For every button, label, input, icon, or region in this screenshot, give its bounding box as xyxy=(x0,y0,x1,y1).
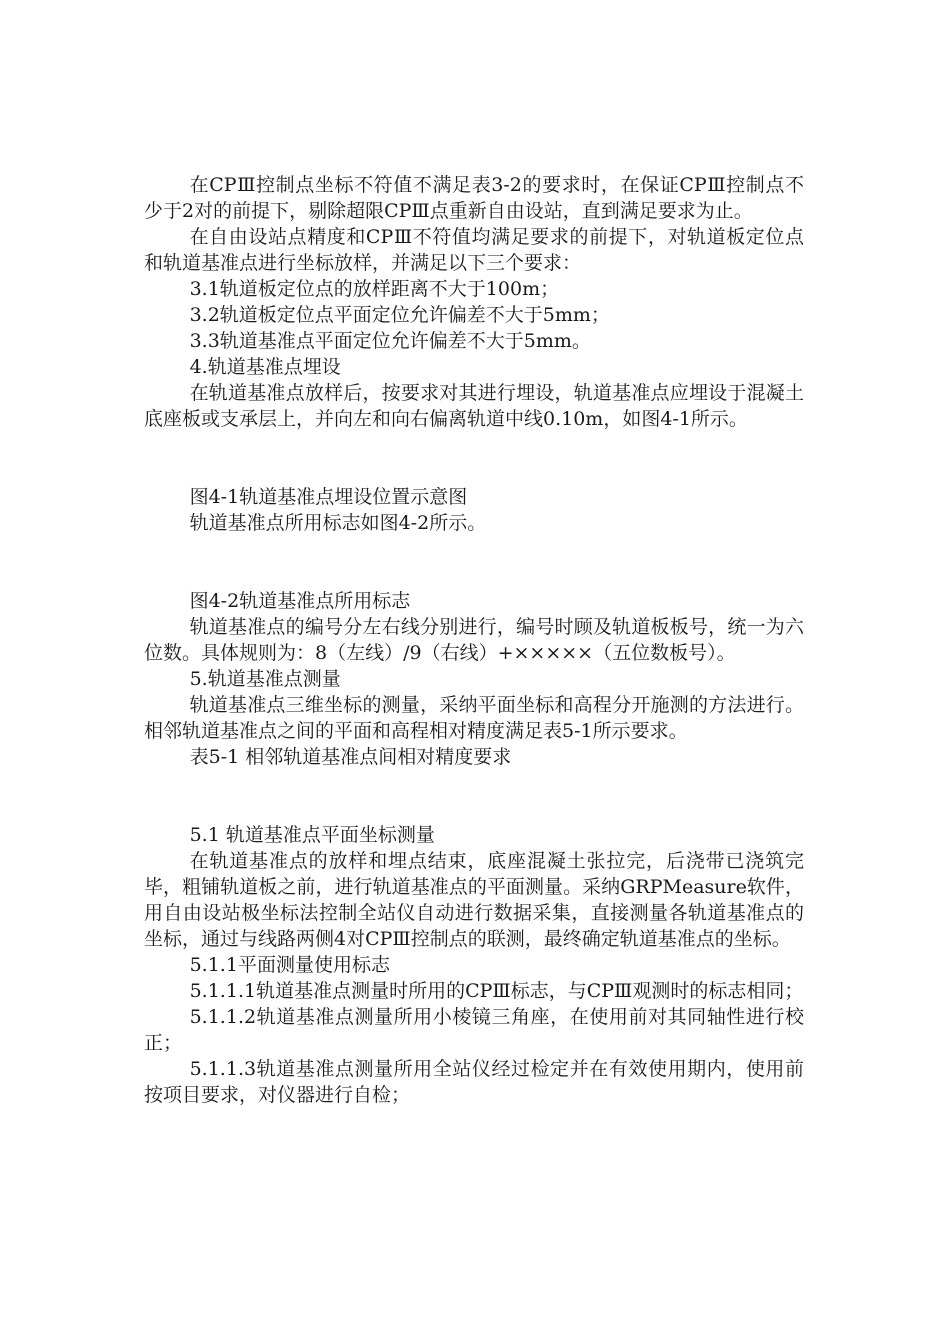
requirement-3-2: 3.2轨道板定位点平面定位允许偏差不大于5mm； xyxy=(189,304,610,326)
table-5-1-caption: 表5-1 相邻轨道基准点间相对精度要求 xyxy=(189,746,512,768)
figure-4-2-caption: 图4-2轨道基准点所用标志 xyxy=(189,590,411,612)
figure-4-1-placeholder xyxy=(144,432,804,484)
heading-section-5-1-1: 5.1.1平面测量使用标志 xyxy=(189,954,390,976)
paragraph-5-1-1-3: 5.1.1.3轨道基准点测量所用全站仪经过检定并在有效使用期内，使用前按项目要求，对仪器进行自检； xyxy=(144,1058,804,1106)
paragraph-plane-measurement: 在轨道基准点的放样和埋点结束，底座混凝土张拉完，后浇带已浇筑完毕，粗铺轨道板之前，进行轨道基准点的平面测量。采纳GRPMeasure软件，用自由设站极坐标法控制全站仪自动进行数据采集，直接测量各轨道基准点的坐标，通过与线路两侧4对CPⅢ控制点的联测，最终确定轨道基准点的坐标。 xyxy=(144,850,804,950)
heading-section-5: 5.轨道基准点测量 xyxy=(189,668,341,690)
paragraph-marker-reference: 轨道基准点所用标志如图4-2所示。 xyxy=(189,512,487,534)
paragraph-embedding: 在轨道基准点放样后，按要求对其进行埋设，轨道基准点应埋设于混凝土底座板或支承层上，并向左和向右偏离轨道中线0.10m，如图4-1所示。 xyxy=(144,382,804,430)
paragraph-stakeout-requirements: 在自由设站点精度和CPⅢ不符值均满足要求的前提下，对轨道板定位点和轨道基准点进行坐标放样，并满足以下三个要求： xyxy=(144,226,804,274)
table-5-1-placeholder xyxy=(144,770,804,822)
paragraph-5-1-1-2: 5.1.1.2轨道基准点测量所用小棱镜三角座，在使用前对其同轴性进行校正； xyxy=(144,1006,804,1054)
paragraph-3d-measurement: 轨道基准点三维坐标的测量，采纳平面坐标和高程分开施测的方法进行。相邻轨道基准点之间的平面和高程相对精度满足表5-1所示要求。 xyxy=(144,694,804,742)
paragraph-numbering-rules: 轨道基准点的编号分左右线分别进行，编号时顾及轨道板板号，统一为六位数。具体规则为：8（左线）/9（右线）+×××××（五位数板号）。 xyxy=(144,616,804,664)
requirement-3-1: 3.1轨道板定位点的放样距离不大于100m； xyxy=(189,278,560,300)
paragraph-cp3-discrepancy: 在CPⅢ控制点坐标不符值不满足表3-2的要求时，在保证CPⅢ控制点不少于2对的前提下，剔除超限CPⅢ点重新自由设站，直到满足要求为止。 xyxy=(144,174,804,222)
heading-section-5-1: 5.1 轨道基准点平面坐标测量 xyxy=(189,824,435,846)
document-body xyxy=(144,172,804,1108)
heading-section-4: 4.轨道基准点埋设 xyxy=(189,356,341,378)
paragraph-5-1-1-1: 5.1.1.1轨道基准点测量时所用的CPⅢ标志，与CPⅢ观测时的标志相同； xyxy=(189,980,804,1002)
requirement-3-3: 3.3轨道基准点平面定位允许偏差不大于5mm。 xyxy=(189,330,591,352)
figure-4-2-placeholder xyxy=(144,536,804,588)
figure-4-1-caption: 图4-1轨道基准点埋设位置示意图 xyxy=(189,486,468,508)
